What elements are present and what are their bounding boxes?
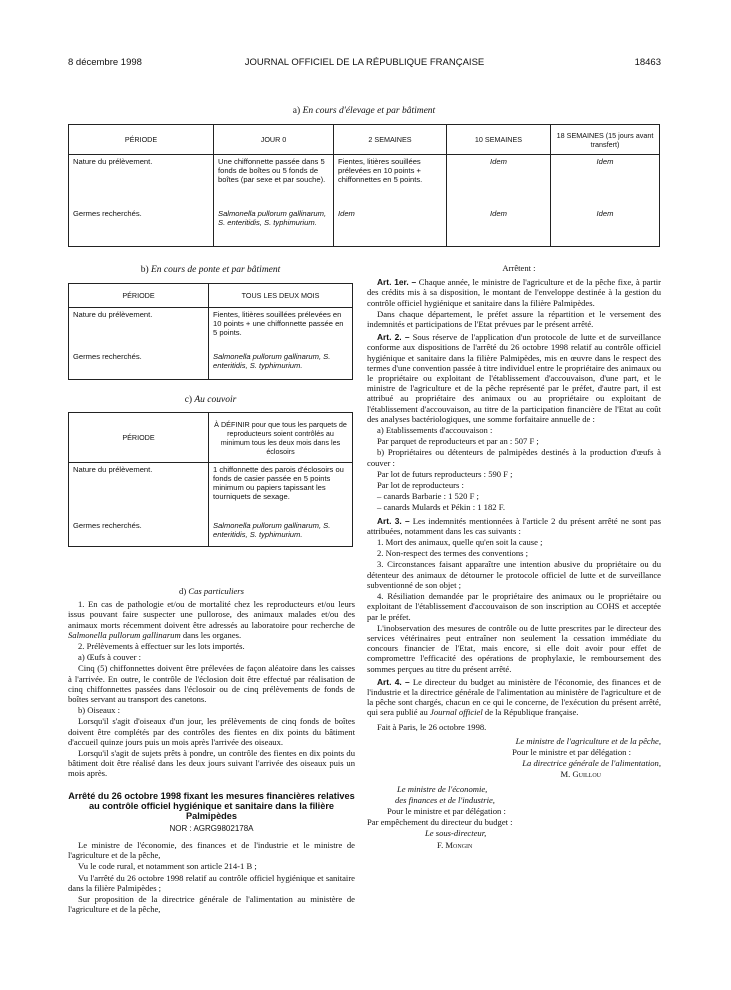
table-cell: Salmonella pullorum gallinarum, S. enteritidis, S. typhimurium. xyxy=(209,519,353,547)
paragraph: 2. Prélèvements à effectuer sur les lots importés. xyxy=(78,641,245,652)
signature-date: Fait à Paris, le 26 octobre 1998. xyxy=(377,721,487,732)
paragraph: 4. Résiliation demandée par le propriétaire des animaux ou le propriétaire ou exploitant de l'établissement d'accouvaison de son inscription au COHS et acceptée par le préfet. xyxy=(367,591,661,622)
paragraph: a) Etablissements d'accouvaison : xyxy=(377,425,493,436)
signature-line: des finances et de l'industrie, xyxy=(395,794,495,805)
paragraph: 2. Non-respect des termes des conventions ; xyxy=(377,548,529,559)
nor-reference: NOR : AGRG9802178A xyxy=(169,823,254,833)
paragraph: 3. Circonstances faisant apparaître une intention abusive du propriétaire ou du détenteur des animaux de détourner le protocole officiel de lutte et de surveillance subventionné de son objet ; xyxy=(367,559,661,590)
paragraph: L'inobservation des mesures de contrôle ou de lutte prescrites par le directeur des services vétérinaires peut entraîner non seulement la cessation immédiate du concours financier de l'Etat, mais encore, si elle doit avoir pour effet de compromettre l'efficacité des opérations de prophylaxie, le remboursement des sommes perçues au titre du présent arrêté. xyxy=(367,622,661,674)
left-column xyxy=(68,582,355,916)
table-cell: Nature du prélèvement. xyxy=(69,155,214,207)
table-cell: Fientes, litières souillées prélevées en 10 points + une chiffonnette passée en 5 points. xyxy=(209,308,353,350)
paragraph: Vu le code rural, et notamment son article 214-1 B ; xyxy=(78,861,257,872)
paragraph: Vu l'arrêté du 26 octobre 1998 relatif au contrôle officiel hygiénique et sanitaire dans la filière Palmipèdes ; xyxy=(68,872,355,893)
table-cell: Idem xyxy=(551,207,660,247)
paragraph: 1. Mort des animaux, quelle qu'en soit la cause ; xyxy=(377,537,543,548)
paragraph: Dans chaque département, le préfet assure la répartition et le versement des indemnités et participations de l'Etat prévues par le présent arrêté. xyxy=(367,308,661,330)
signature-name: F. Mongin xyxy=(437,839,473,850)
table-c-header: PÉRIODE xyxy=(69,413,209,463)
arretent-heading: Arrêtent : xyxy=(502,263,536,273)
table-cell: Salmonella pullorum gallinarum, S. enteritidis, S. typhimurium. xyxy=(214,207,334,247)
signature-line: Pour le ministre et par délégation : xyxy=(512,746,631,757)
header-date: 8 décembre 1998 xyxy=(68,57,142,68)
table-cell: Nature du prélèvement. xyxy=(69,463,209,519)
paragraph: 1. En cas de pathologie et/ou de mortalité chez les reproducteurs et/ou leurs issus pouvant faire suspecter une pullorose, des animaux malades et/ou des animaux morts récemment doivent être adressés au laboratoire pour recherche de Salmonella pullorum gallinarum dans les organes. xyxy=(68,599,355,640)
paragraph: – canards Mulards et Pékin : 1 182 F. xyxy=(377,502,505,513)
article-3: Art. 3. – Les indemnités mentionnées à l'article 2 du présent arrêté ne sont pas attribuées, notamment dans les cas suivants : xyxy=(367,515,661,536)
table-b-header: PÉRIODE xyxy=(69,284,209,308)
section-title: d) Cas particuliers xyxy=(179,586,244,596)
signature-line: Le ministre de l'économie, xyxy=(397,783,488,794)
signature-line: Le sous-directeur, xyxy=(425,828,487,839)
paragraph: Lorsqu'il s'agit de sujets prêts à pondre, un contrôle des fientes en dix points du bâtiment doit être réalisé dans les deux jours suivant l'arrivée des oiseaux puis un mois après. xyxy=(68,748,355,779)
table-cell: Une chiffonnette passée dans 5 fonds de boîtes ou 5 fonds de boîtes (par sexe et par souche). xyxy=(214,155,334,207)
table-cell: Nature du prélèvement. xyxy=(69,308,209,350)
paragraph: Par parquet de reproducteurs et par an : 507 F ; xyxy=(377,436,539,447)
table-cell: 1 chiffonnette des parois d'éclosoirs ou fonds de casier passée en 5 points minimum ou papiers tapissant les tourniquets de sexage. xyxy=(209,463,353,519)
paragraph: Lorsqu'il s'agit d'oiseaux d'un jour, les prélèvements de cinq fonds de boîtes doivent être complétés par des contrôles des fientes en dix points du bâtiment d'accueil quinze jours puis un mois après l'arrivée des oiseaux. xyxy=(68,716,355,747)
right-column xyxy=(367,263,661,851)
table-cell: Germes recherchés. xyxy=(69,207,214,247)
table-cell: Idem xyxy=(334,207,447,247)
table-cell: Salmonella pullorum gallinarum, S. enteritidis, S. typhimurium. xyxy=(209,350,353,380)
article-1: Art. 1er. – Chaque année, le ministre de l'agriculture et de la pêche fixe, à partir des crédits mis à sa disposition, le montant de l'enveloppe destinée à la gestion du contrôle officiel hygiénique et sanitaire dans la filière Palmipèdes. xyxy=(367,277,661,308)
paragraph: – canards Barbarie : 1 520 F ; xyxy=(377,491,479,502)
table-c-caption: c) Au couvoir xyxy=(184,395,237,405)
table-a-header: JOUR 0 xyxy=(214,125,334,155)
table-a xyxy=(68,124,660,247)
paragraph: b) Propriétaires ou détenteurs de palmipèdes destinés à la production d'œufs à couver : xyxy=(367,447,661,468)
table-cell: Germes recherchés. xyxy=(69,519,209,547)
table-c-header: À DÉFINIR pour que tous les parquets de reproducteurs soient contrôlés au minimum tous les deux mois dans les éclosoirs xyxy=(209,413,353,463)
paragraph: Par lot de futurs reproducteurs : 590 F ; xyxy=(377,468,513,479)
table-cell: Fientes, litières souillées prélevées en 10 points + chiffonnettes en 5 points. xyxy=(334,155,447,207)
table-cell: Idem xyxy=(447,155,551,207)
paragraph: Le ministre de l'économie, des finances et de l'industrie et le ministre de l'agriculture et de la pêche, xyxy=(68,840,355,861)
table-cell: Idem xyxy=(551,155,660,207)
paragraph: b) Oiseaux : xyxy=(78,705,121,716)
signature-line: Pour le ministre et par délégation : xyxy=(387,805,506,816)
article-2: Art. 2. – Sous réserve de l'application d'un protocole de lutte et de surveillance conforme aux dispositions de l'arrêté du 26 octobre 1998 relatif au contrôle officiel hygiénique et sanitaire dans la filière Palmipèdes, mis en œuvre dans le respect des termes d'une convention passée à titre individuel entre le propriétaire des animaux ou le propriétaire ou exploitant de l'établissement d'accouvaison, d'une part, et le ministre de l'agriculture et de la pêche représenté par le préfet, d'autre part, il est attribué au propriétaire des animaux ou au propriétaire ou exploitant de l'établissement d'accouvaison, au titre de la participation financière de l'Etat au coût des analyses bactériologiques, une somme forfaitaire annuelle de : xyxy=(367,332,661,424)
table-a-caption: a) En cours d'élevage et par bâtiment xyxy=(292,106,436,116)
table-b-caption: b) En cours de ponte et par bâtiment xyxy=(140,265,281,275)
table-a-header: 10 SEMAINES xyxy=(447,125,551,155)
table-b-header: TOUS LES DEUX MOIS xyxy=(209,284,353,308)
table-b xyxy=(68,283,353,380)
signature-line: Le ministre de l'agriculture et de la pêche, xyxy=(515,735,661,746)
table-cell: Idem xyxy=(447,207,551,247)
signature-line: Par empêchement du directeur du budget : xyxy=(367,817,513,828)
table-c xyxy=(68,412,353,547)
table-cell: Germes recherchés. xyxy=(69,350,209,380)
paragraph: Cinq (5) chiffonnettes doivent être prélevées de façon aléatoire dans les caisses à l'arrivée. En outre, le contrôle de l'éclosion doit être effectué par réalisation de cinq chiffonnettes passées dans l'éclosoir ou de cinq prélèvements de fonds de boîtes servant au transport des canetons. xyxy=(68,663,355,705)
paragraph: Par lot de reproducteurs : xyxy=(377,480,464,491)
table-a-header: 2 SEMAINES xyxy=(334,125,447,155)
signature-line: La directrice générale de l'alimentation, xyxy=(522,758,661,769)
header-page-number: 18463 xyxy=(634,57,661,68)
decree-title: Arrêté du 26 octobre 1998 fixant les mesures financières relatives au contrôle officiel hygiénique et sanitaire dans la filière Palmipèdes xyxy=(68,790,355,822)
signature-name: M. Guillou xyxy=(560,769,601,780)
page-header xyxy=(68,57,661,71)
paragraph: a) Œufs à couver : xyxy=(78,652,141,663)
paragraph: Sur proposition de la directrice générale de l'alimentation au ministère de l'agriculture et de la pêche, xyxy=(68,894,355,915)
table-a-header: 18 SEMAINES (15 jours avant transfert) xyxy=(551,125,660,155)
table-a-header: PÉRIODE xyxy=(69,125,214,155)
article-4: Art. 4. – Le directeur du budget au ministère de l'économie, des finances et de l'industrie et la directrice générale de l'alimentation au ministère de l'agriculture et de la pêche sont chargés, chacun en ce qui le concerne, de l'exécution du présent arrêté, qui sera publié au Journal officiel de la République française. xyxy=(367,676,661,718)
header-journal-title: JOURNAL OFFICIEL DE LA RÉPUBLIQUE FRANÇAISE xyxy=(244,57,485,68)
